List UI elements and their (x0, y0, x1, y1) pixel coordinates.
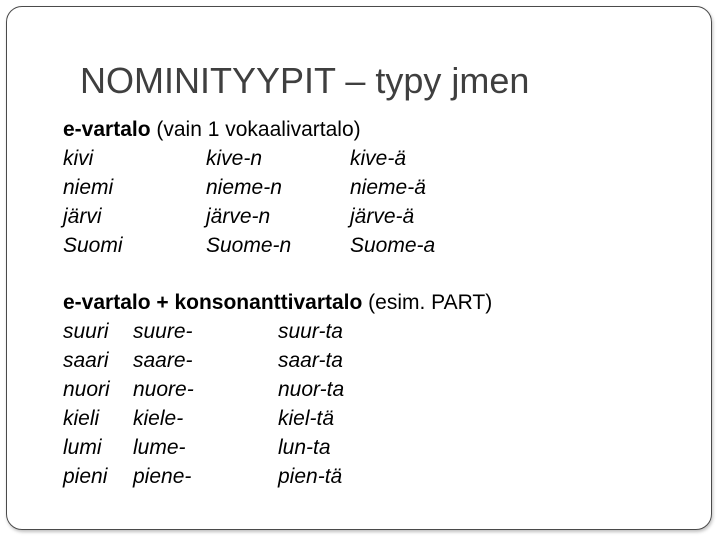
genitive-form: kive-n (206, 147, 263, 170)
section1-heading-rest: (vain 1 vokaalivartalo) (150, 118, 361, 141)
stem-form: nuore- (133, 378, 194, 401)
genitive-form: järve-n (206, 205, 271, 228)
partitive-form: järve-ä (350, 205, 415, 228)
stem-form: lume- (133, 436, 186, 459)
genitive-form: nieme-n (206, 176, 282, 199)
base-word: pieni (63, 465, 108, 488)
section2-heading-bold: e-vartalo + konsonanttivartalo (63, 291, 363, 314)
base-word: suuri (63, 320, 109, 343)
base-word: nuori (63, 378, 110, 401)
section2-heading-rest: (esim. PART) (362, 291, 493, 314)
base-word: kieli (63, 407, 100, 430)
base-word: kivi (63, 147, 94, 170)
base-word: lumi (63, 436, 102, 459)
partitive-form: kive-ä (350, 147, 407, 170)
section2-heading (63, 288, 492, 317)
section1-heading (63, 115, 361, 144)
base-word: järvi (63, 205, 102, 228)
stem-form: saare- (133, 349, 193, 372)
base-word: Suomi (63, 234, 123, 257)
stem-form: piene- (133, 465, 192, 488)
partitive-form: pien-tä (278, 465, 343, 488)
genitive-form: Suome-n (206, 234, 292, 257)
partitive-form: suur-ta (278, 320, 343, 343)
partitive-form: nuor-ta (278, 378, 345, 401)
partitive-form: lun-ta (278, 436, 331, 459)
partitive-form: nieme-ä (350, 176, 426, 199)
base-word: saari (63, 349, 109, 372)
slide-title: NOMINITYYPIT – typy jmen (80, 60, 530, 101)
partitive-form: Suome-a (350, 234, 436, 257)
section1-heading-bold: e-vartalo (63, 118, 151, 141)
base-word: niemi (63, 176, 114, 199)
stem-form: kiele- (133, 407, 184, 430)
partitive-form: kiel-tä (278, 407, 335, 430)
stem-form: suure- (133, 320, 193, 343)
partitive-form: saar-ta (278, 349, 343, 372)
